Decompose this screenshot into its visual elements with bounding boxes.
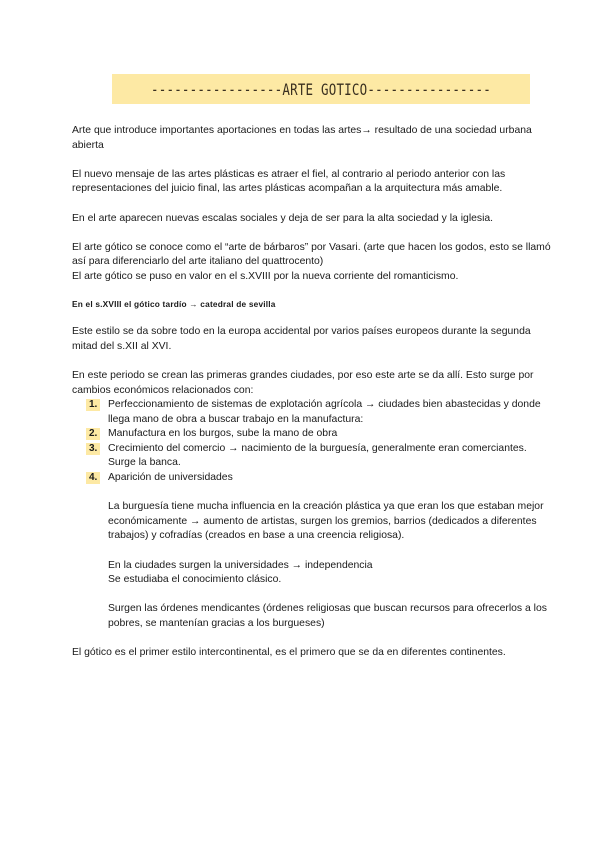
paragraph-cities: En este periodo se crean las primeras grandes ciudades, por eso este arte se da allí. Esto surge por cambios económicos relacionados con: <box>72 369 534 396</box>
paragraph-intro: Arte que introduce importantes aportaciones en todas las artes→ resultado de una sociedad urbana abierta <box>72 125 532 151</box>
document-body <box>72 124 552 661</box>
list-item-text: Crecimiento del comercio → nacimiento de la burguesía, generalmente eran comerciantes. Surge la banca. <box>108 442 527 469</box>
paragraph-classical: Se estudiaba el conocimiento clásico. <box>108 574 282 586</box>
paragraph-bourgeoisie: La burguesía tiene mucha influencia en la creación plástica ya que eran los que estaban mejor económicamente → aumento de artistas, surgen los gremios, barrios (dedicados a diferentes trabajos) y cofradías (creados en base a una creencia religiosa). <box>108 501 544 542</box>
details-block <box>72 500 552 631</box>
paragraph-message: El nuevo mensaje de las artes plásticas es atraer el fiel, al contrario al periodo anterior con las representaciones del juicio final, las artes plásticas acompañan a la arquitectura más amable. <box>72 168 506 195</box>
paragraph-universities: En la ciudades surgen la universidades → independencia <box>108 559 373 571</box>
causes-list <box>72 398 552 486</box>
paragraph-barbarians: El arte gótico se conoce como el “arte de bárbaros” por Vasari. (arte que hacen los godos, esto se llamó así para diferenciarlo del arte italiano del quattrocento) <box>72 241 551 268</box>
list-number: 2. <box>86 428 100 440</box>
list-item <box>72 442 552 471</box>
paragraph-europe: Este estilo se da sobre todo en la europa accidental por varios países europeos durante la segunda mitad del s.XII al XVI. <box>72 326 531 352</box>
list-number: 4. <box>86 472 100 484</box>
paragraph-social: En el arte aparecen nuevas escalas sociales y deja de ser para la alta sociedad y la iglesia. <box>72 212 494 224</box>
paragraph-mendicant: Surgen las órdenes mendicantes (órdenes religiosas que buscan recursos para ofrecerlos a los pobres, se mantenían gracias a los burgueses) <box>108 603 547 629</box>
list-item <box>72 471 552 486</box>
list-number: 3. <box>86 443 100 455</box>
page-title: -----------------ARTE GOTICO---------------- <box>151 79 491 99</box>
list-item-text: Aparición de universidades <box>108 472 233 484</box>
list-number: 1. <box>86 399 100 411</box>
list-item-text: Perfeccionamiento de sistemas de explotación agrícola → ciudades bien abastecidas y donde llega mano de obra a buscar trabajo en la manufactura: <box>108 399 541 425</box>
list-item <box>72 427 552 442</box>
title-highlight <box>112 74 530 104</box>
list-item-text: Manufactura en los burgos, sube la mano de obra <box>108 428 338 440</box>
paragraph-closing: El gótico es el primer estilo intercontinental, es el primero que se da en diferentes continentes. <box>72 647 506 659</box>
late-gothic-note: En el s.XVIII el gótico tardío → catedral de sevilla <box>72 298 276 309</box>
list-item <box>72 398 552 427</box>
paragraph-romanticism: El arte gótico se puso en valor en el s.XVIII por la nueva corriente del romanticismo. <box>72 270 459 282</box>
